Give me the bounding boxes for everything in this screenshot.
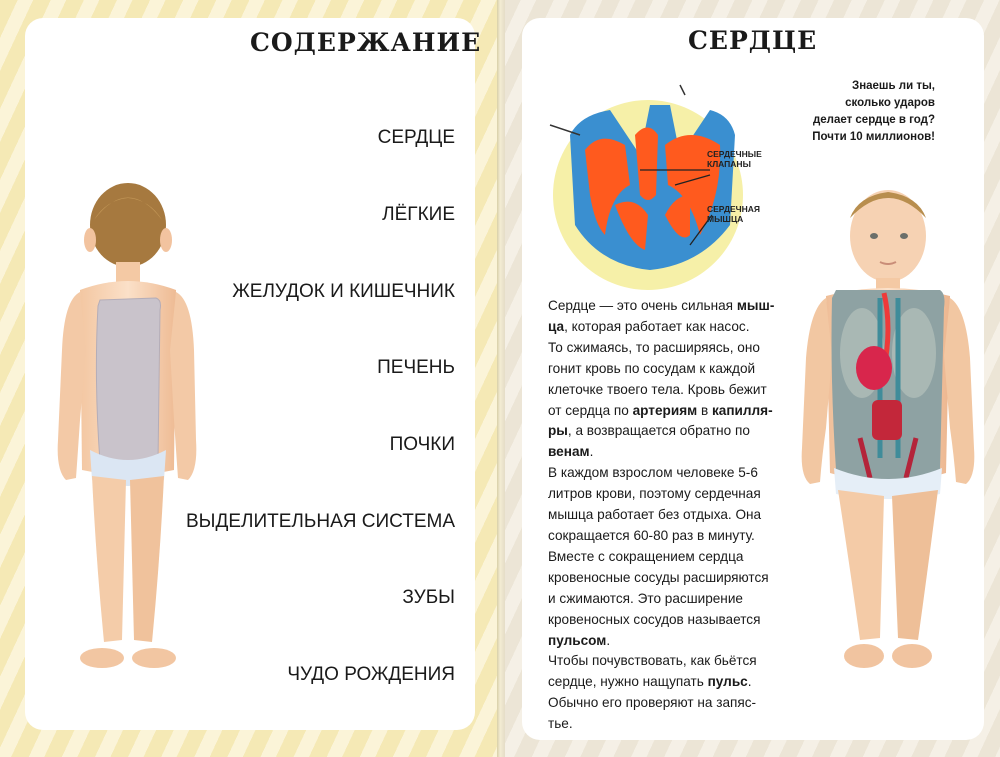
toc-item-heart[interactable]: СЕРДЦЕ (377, 127, 455, 149)
text-line: гонит кровь по сосудам к каждой (548, 360, 756, 376)
text-line: венам. (548, 444, 594, 460)
valves-label: СЕРДЕЧНЫЕ КЛАПАНЫ (707, 149, 762, 169)
text-line: пульсом. (548, 632, 611, 648)
text-line: тье. (548, 716, 573, 732)
text-line: кровеносные сосуды расширяются (548, 569, 769, 585)
toc-item-birth[interactable]: ЧУДО РОЖДЕНИЯ (287, 664, 455, 686)
text-line: кровеносных сосудов называется (548, 611, 761, 627)
heart-title: СЕРДЦЕ (688, 26, 818, 55)
text-line: сокращается 60-80 раз в минуту. (548, 527, 755, 543)
text-line: Чтобы почувствовать, как бьётся (548, 653, 757, 669)
toc-item-teeth[interactable]: ЗУБЫ (402, 587, 455, 609)
text-line: Сердце — это очень сильная мыш- (548, 298, 775, 313)
text-line: В каждом взрослом человеке 5-6 (548, 465, 758, 481)
text-line: ры, а возвращается обратно по (548, 423, 750, 439)
text-line: Вместе с сокращением сердца (548, 548, 744, 564)
toc-item-excretory[interactable]: ВЫДЕЛИТЕЛЬНАЯ СИСТЕМА (185, 510, 455, 532)
contents-title: СОДЕРЖАНИЕ (250, 28, 482, 57)
fact-callout: Знаешь ли ты, сколько ударов делает сердце в год? Почти 10 миллионов! (812, 80, 935, 143)
contents-list (185, 100, 455, 714)
child-back-illustration (50, 180, 200, 695)
toc-item-stomach[interactable]: ЖЕЛУДОК И КИШЕЧНИК (232, 280, 455, 302)
text-line: клеточке твоего тела. Кровь бежит (548, 381, 767, 397)
text-line: литров крови, поэтому сердечная (548, 486, 761, 502)
child-front-illustration (800, 178, 980, 683)
book-gutter (497, 0, 505, 757)
toc-item-kidneys[interactable]: ПОЧКИ (389, 434, 455, 456)
text-line: ца, которая работает как насос. (548, 318, 750, 334)
text-line: Обычно его проверяют на запяс- (548, 695, 757, 711)
heart-article-text (548, 296, 808, 735)
heart-diagram (540, 75, 770, 290)
toc-item-liver[interactable]: ПЕЧЕНЬ (377, 357, 455, 379)
muscle-label: СЕРДЕЧНАЯ МЫШЦА (707, 204, 761, 224)
text-line: мышца работает без отдыха. Она (548, 507, 762, 523)
text-line: сердце, нужно нащупать пульс. (548, 674, 752, 690)
toc-item-lungs[interactable]: ЛЁГКИЕ (382, 204, 455, 226)
text-line: То сжимаясь, то расширяясь, оно (548, 339, 760, 355)
text-line: от сердца по артериям в капилля- (548, 402, 773, 418)
text-line: и сжимаются. Это расширение (548, 590, 743, 606)
